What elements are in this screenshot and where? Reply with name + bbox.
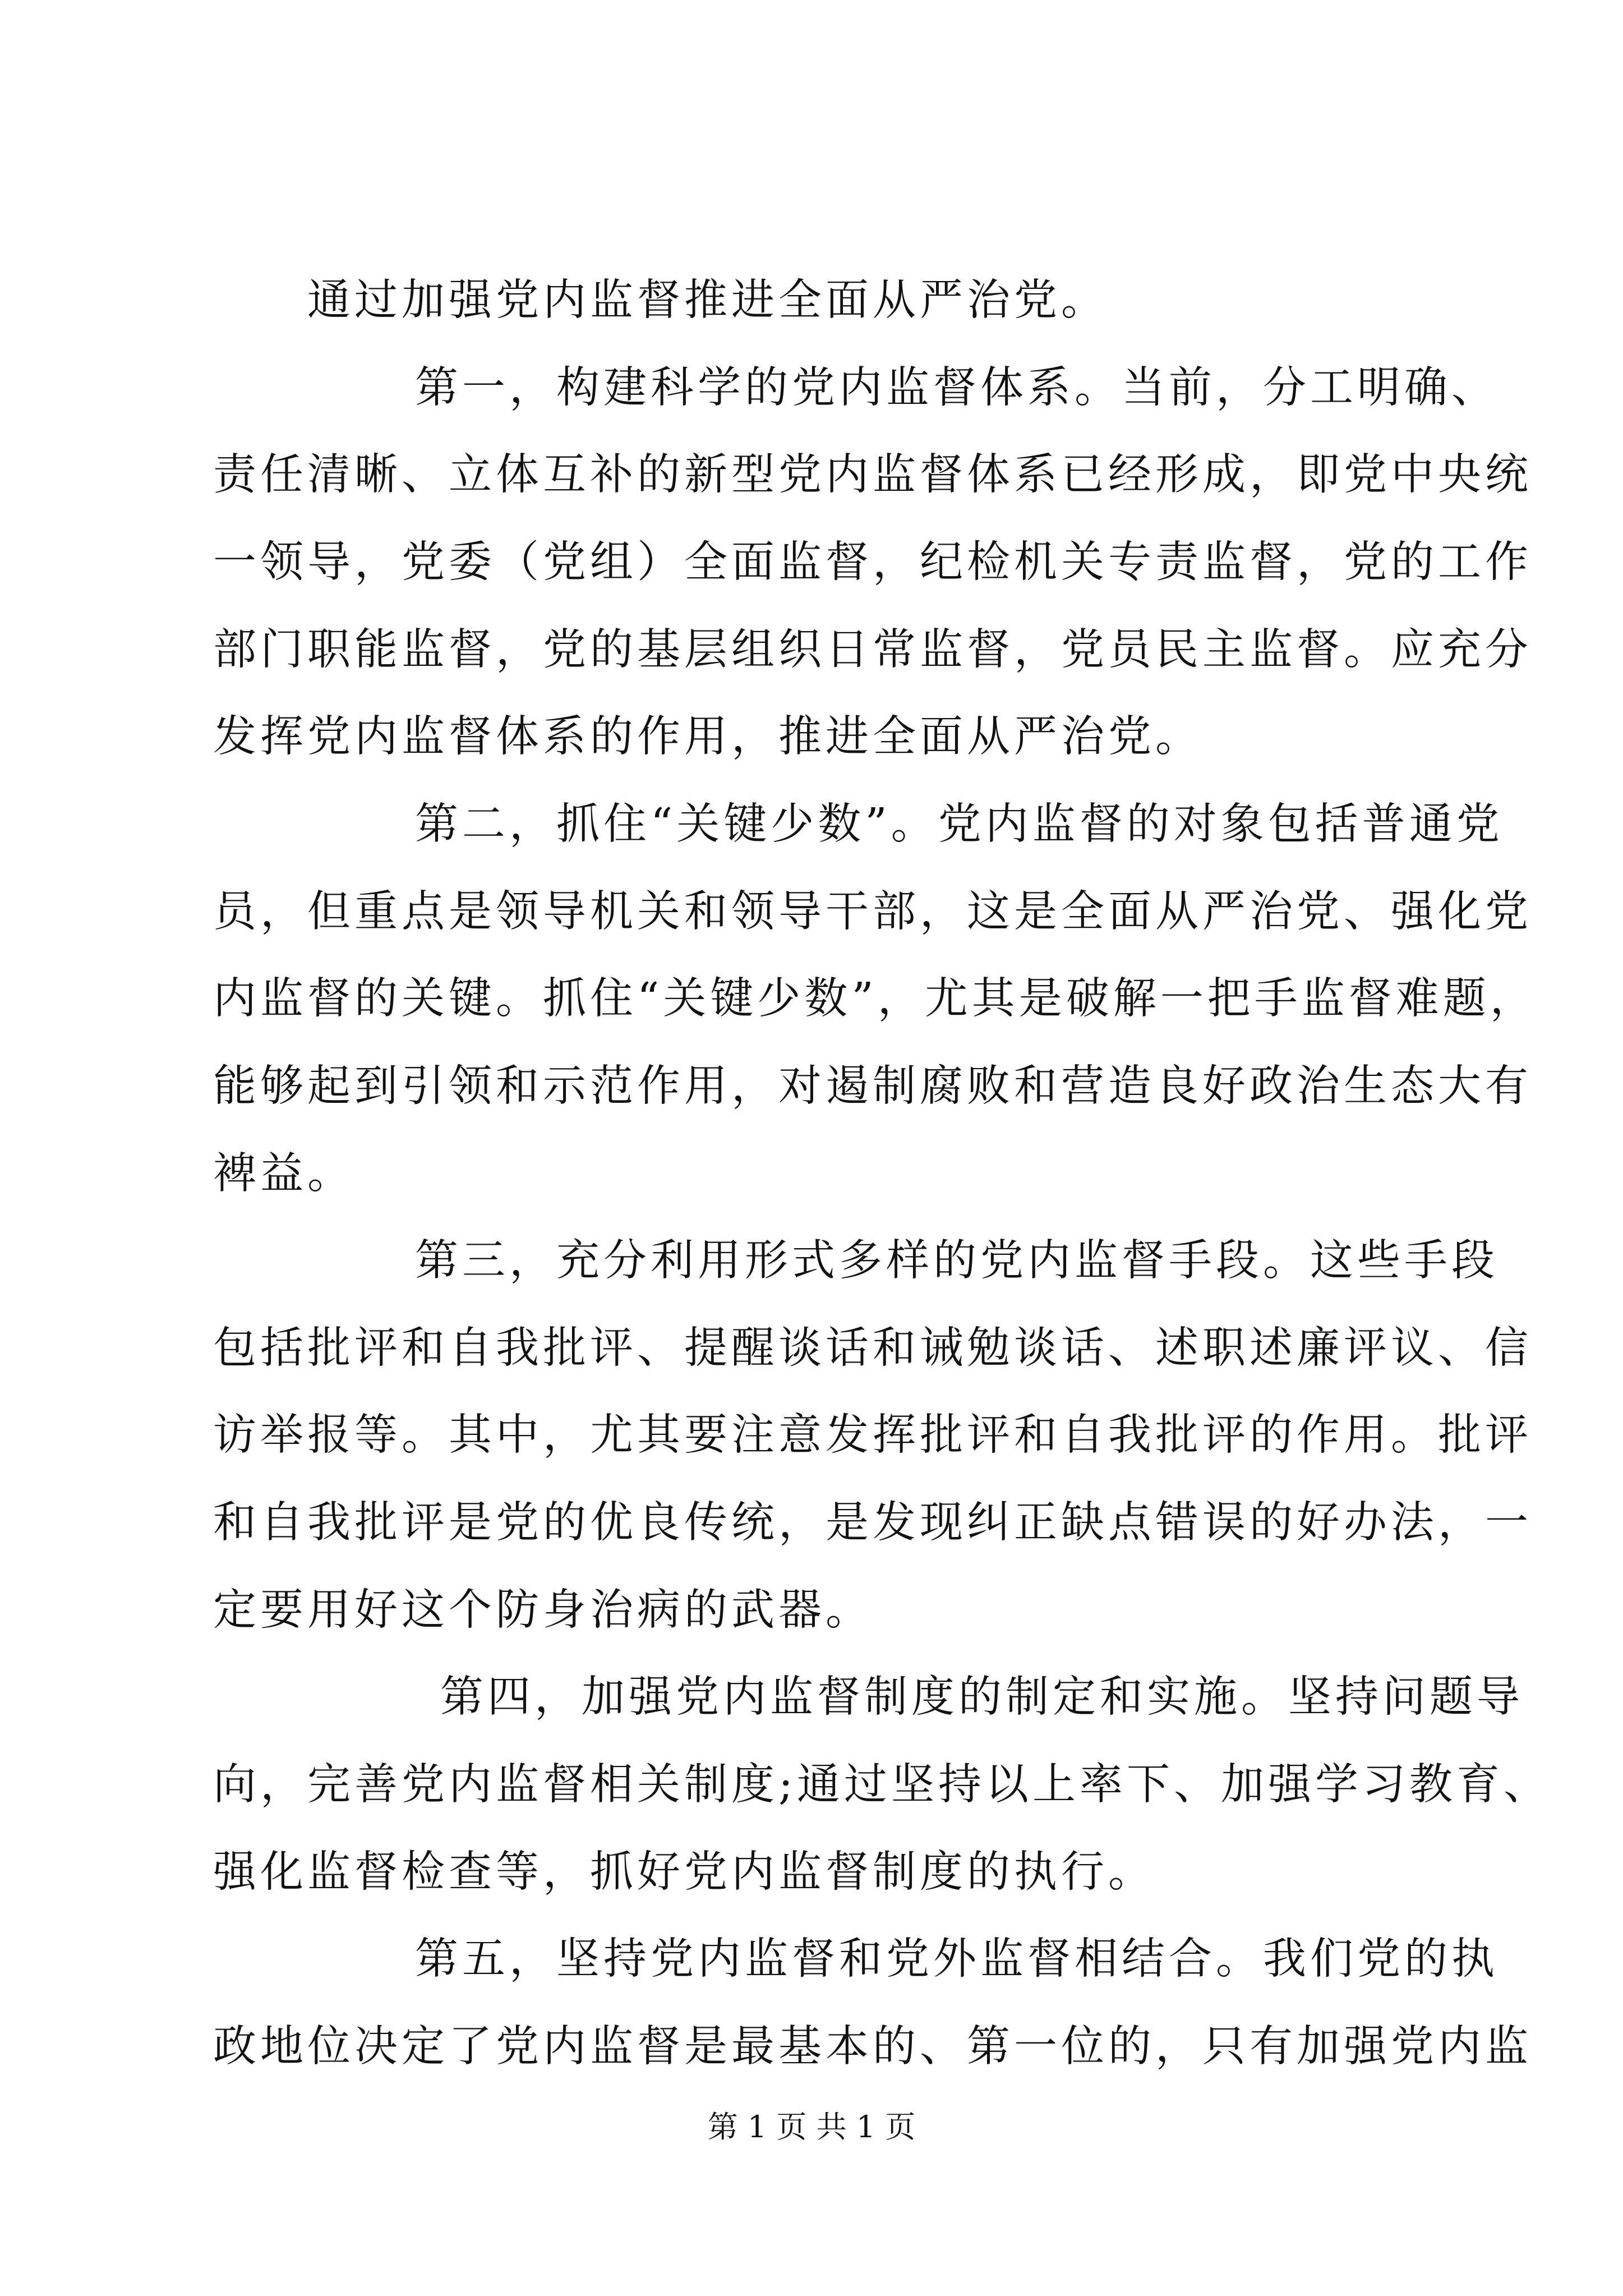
text-line: 包括批评和自我批评、提醒谈话和诫勉谈话、述职述廉评议、信 — [213, 1323, 1532, 1373]
text-line: 政地位决定了党内监督是最基本的、第一位的，只有加强党内监 — [213, 2022, 1532, 2072]
text-line: 责任清晰、立体互补的新型党内监督体系已经形成，即党中央统 — [213, 450, 1532, 500]
text-line: 和自我批评是党的优良传统，是发现纠正缺点错误的好办法，一 — [213, 1498, 1532, 1548]
text-line: 第四，加强党内监督制度的制定和实施。坚持问题导 — [440, 1672, 1524, 1722]
text-line: 访举报等。其中，尤其要注意发挥批评和自我批评的作用。批评 — [213, 1410, 1532, 1460]
text-line: 第一，构建科学的党内监督体系。当前，分工明确、 — [415, 363, 1498, 413]
text-line: 第二，抓住“关键少数”。党内监督的对象包括普通党 — [415, 799, 1504, 849]
text-line: 定要用好这个防身治病的武器。 — [213, 1585, 873, 1635]
text-line: 发挥党内监督体系的作用，推进全面从严治党。 — [213, 712, 1202, 762]
text-line: 员，但重点是领导机关和领导干部，这是全面从严治党、强化党 — [213, 887, 1532, 937]
text-line: 内监督的关键。抓住“关键少数”，尤其是破解一把手监督难题， — [213, 974, 1537, 1024]
text-line: 强化监督检查等，抓好党内监督制度的执行。 — [213, 1847, 1155, 1897]
text-line: 通过加强党内监督推进全面从严治党。 — [307, 275, 1108, 325]
text-line: 能够起到引领和示范作用，对遏制腐败和营造良好政治生态大有 — [213, 1061, 1532, 1111]
text-line: 部门职能监督，党的基层组织日常监督，党员民主监督。应充分 — [213, 625, 1532, 675]
page-footer: 第 1 页 共 1 页 — [707, 2109, 916, 2145]
text-line: 第五，坚持党内监督和党外监督相结合。我们党的执 — [415, 1934, 1498, 1984]
text-line: 一领导，党委（党组）全面监督，纪检机关专责监督，党的工作 — [213, 537, 1532, 587]
text-line: 裨益。 — [213, 1149, 354, 1199]
text-line: 第三，充分利用形式多样的党内监督手段。这些手段 — [415, 1236, 1498, 1286]
text-line: 向，完善党内监督相关制度;通过坚持以上率下、加强学习教育、 — [213, 1760, 1551, 1810]
